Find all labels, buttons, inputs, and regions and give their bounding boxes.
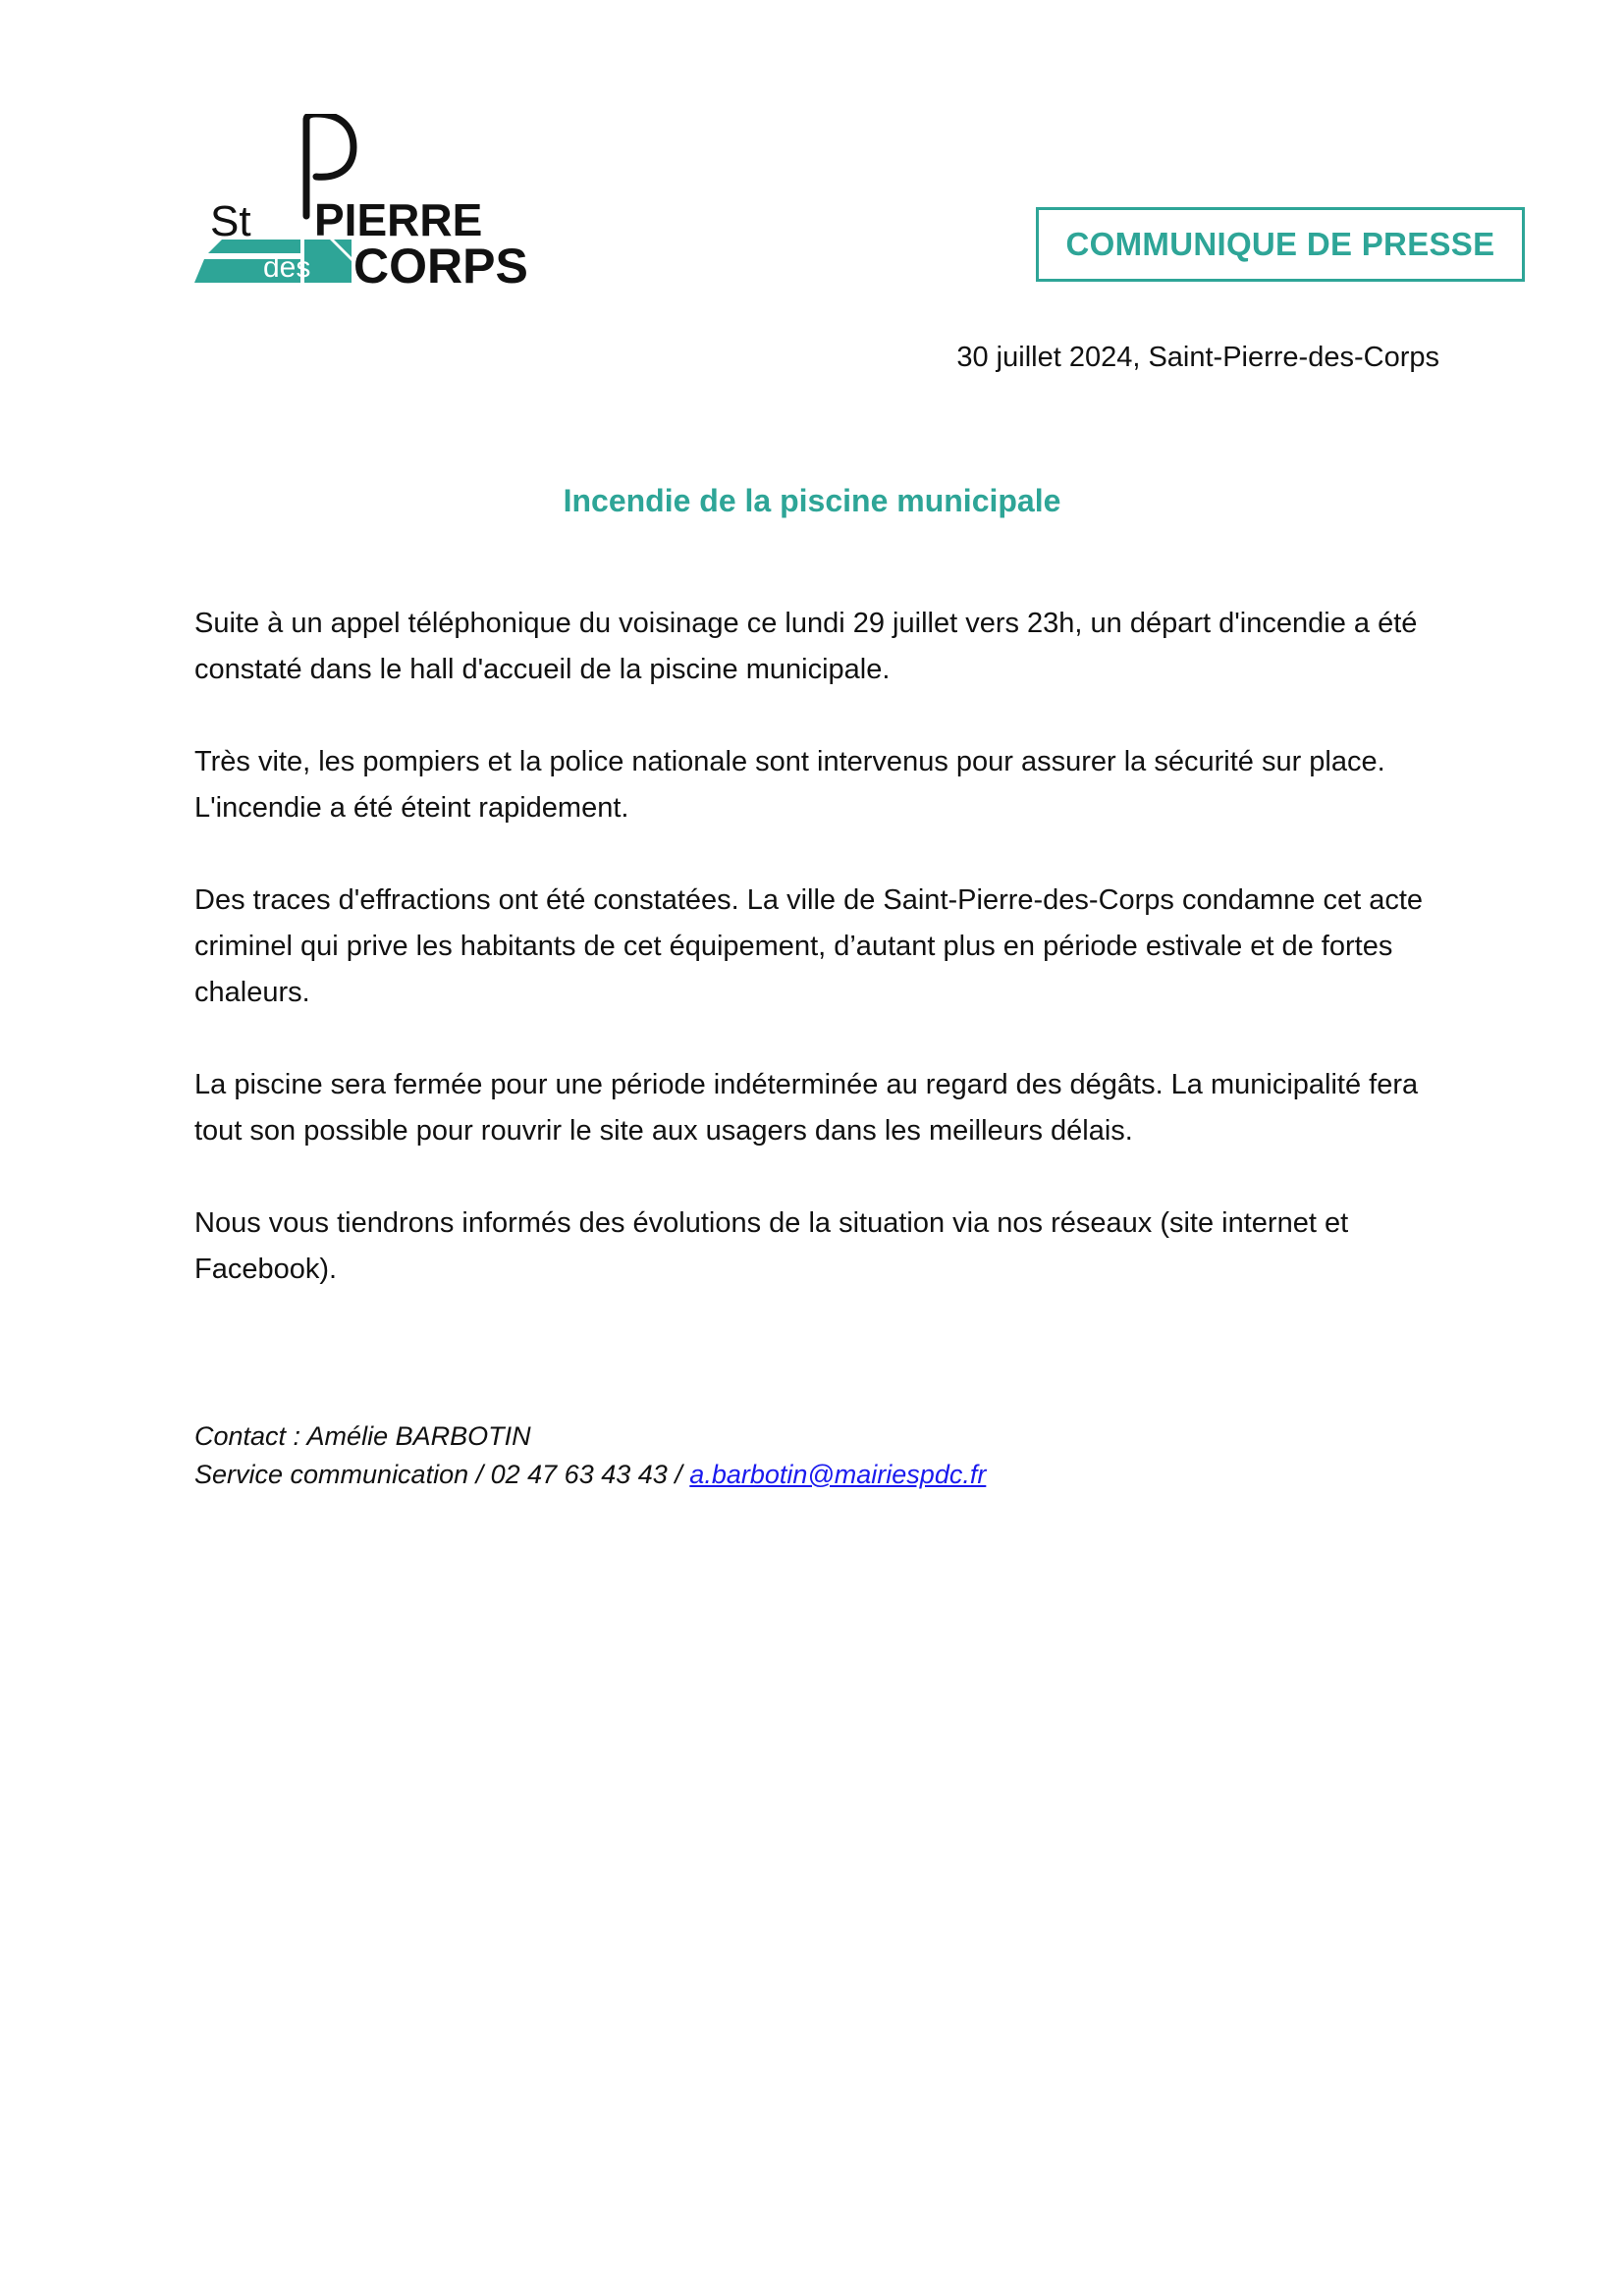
paragraph: Nous vous tiendrons informés des évolutions de la situation via nos réseaux (site internet et Facebook).: [194, 1207, 1349, 1285]
contact-name: Contact : Amélie BARBOTIN: [194, 1421, 531, 1451]
contact-block: [194, 1417, 986, 1494]
city-logo: [194, 114, 538, 289]
paragraph: Des traces d'effractions ont été constatées. La ville de Saint-Pierre-des-Corps condamne cet acte criminel qui prive les habitants de cet équipement, d’autant plus en période estivale et de fortes chaleurs.: [194, 884, 1424, 1008]
press-release-badge: [1036, 207, 1525, 282]
logo-st-text: St: [210, 197, 251, 245]
contact-service-line: [194, 1456, 986, 1494]
body-text: [194, 601, 1441, 1339]
document-title: Incendie de la piscine municipale: [563, 483, 1061, 518]
logo-des-text: des: [263, 251, 311, 284]
contact-email-link[interactable]: a.barbotin@mairiespdc.fr: [689, 1460, 987, 1489]
contact-service-text: Service communication / 02 47 63 43 43 /: [194, 1460, 690, 1489]
paragraph: Suite à un appel téléphonique du voisinage ce lundi 29 juillet vers 23h, un départ d'incendie a été constaté dans le hall d'accueil de la piscine municipale.: [194, 608, 1418, 685]
paragraph: La piscine sera fermée pour une période indéterminée au regard des dégâts. La municipalité fera tout son possible pour rouvrir le site aux usagers dans les meilleurs délais.: [194, 1069, 1419, 1147]
date-place: 30 juillet 2024, Saint-Pierre-des-Corps: [956, 342, 1439, 373]
paragraph: Très vite, les pompiers et la police nationale sont intervenus pour assurer la sécurité sur place. L'incendie a été éteint rapidement.: [194, 746, 1385, 824]
logo-corps-text: CORPS: [353, 239, 528, 289]
logo-pierre-text: PIERRE: [314, 194, 483, 245]
press-release-label: COMMUNIQUE DE PRESSE: [1065, 226, 1495, 262]
